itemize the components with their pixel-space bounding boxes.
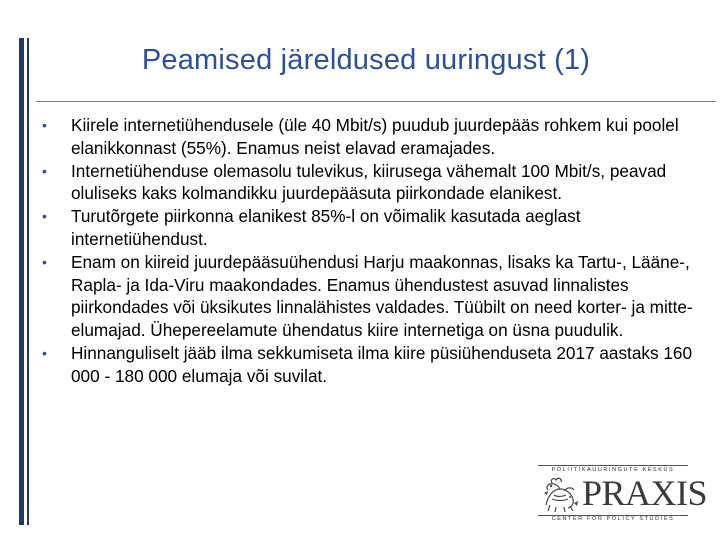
lion-emblem-icon (540, 475, 580, 513)
bullet-text: Hinnanguliselt jääb ilma sekkumiseta ilma kiire püsiühenduseta 2017 aastaks 160 000 - 180 000 elumaja või suvilat. (71, 342, 693, 386)
logo-top-rule (538, 465, 688, 466)
slide-title: Peamised järeldused uuringust (1) (141, 44, 591, 76)
logo-top-caption: POLIITIKAUURINGUTE KESKUS (551, 467, 675, 473)
left-accent-bar-thick (19, 38, 24, 525)
left-accent-bar-thin (27, 38, 29, 525)
title-divider (36, 101, 716, 102)
bullet-item (33, 342, 698, 388)
bullet-marker: • (42, 117, 47, 133)
bullet-text: Kiirele internetiühendusele (üle 40 Mbit/s) puudub juurdepääs rohkem kui poolel elanikkonnast (55%). Enamus neist elavad eramajades. (71, 115, 679, 158)
logo-bottom-caption: CENTER FOR POLICY STUDIES (551, 516, 675, 522)
bullet-marker: • (42, 208, 47, 225)
bullet-item (33, 114, 698, 160)
bullet-marker: • (42, 162, 47, 179)
bullet-marker: • (42, 253, 47, 270)
bullet-list (33, 114, 698, 388)
bullet-marker: • (42, 344, 47, 361)
bullet-text: Internetiühenduse olemasolu tulevikus, kiirusega vähemalt 100 Mbit/s, peavad oluliseks kaks kolmandikku juurdepääsuta piirkondade elanikest. (71, 160, 667, 204)
bullet-item (33, 160, 698, 206)
bullet-item (33, 251, 698, 342)
logo-wordmark: PRAXIS (582, 473, 708, 513)
praxis-logo (538, 465, 708, 523)
bullet-text: Enam on kiireid juurdepääsuühendusi Harju maakonnas, lisaks ka Tartu-, Lääne-, Rapla- ja Ida-Viru maakondades. Enamus ühendustest asuvad linnalistes piirkondades või üksikutes linnalähistes valdades. Tüübilt on need korter- ja mitte-elumajad. Ühepereelamute ühendatus kiire internetiga on üsna puudulik. (71, 251, 693, 341)
bullet-item (33, 205, 698, 251)
bullet-text: Turutõrgete piirkonna elanikest 85%-l on võimalik kasutada aeglast internetiühendust. (71, 206, 581, 249)
